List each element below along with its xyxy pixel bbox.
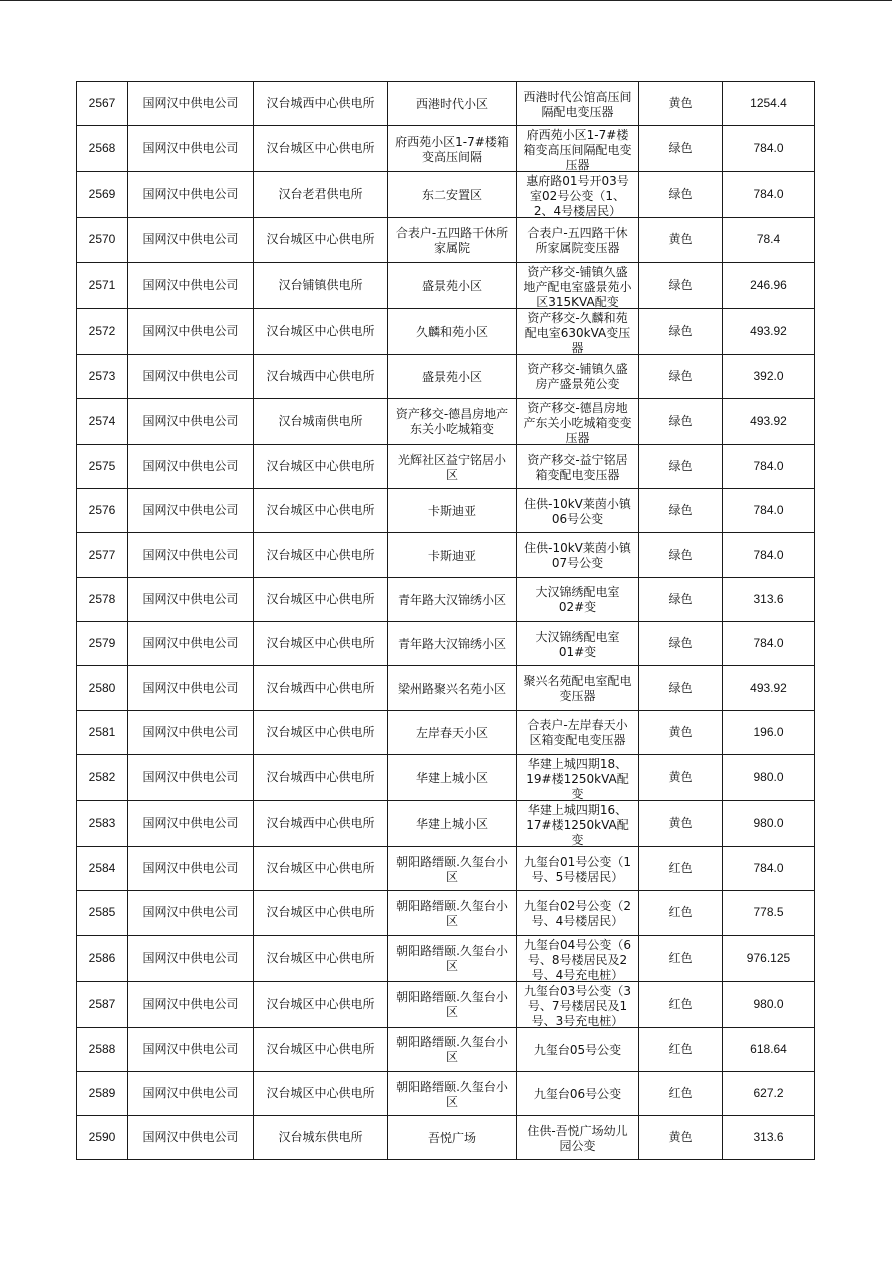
- color-level-cell: 黄色: [639, 710, 723, 754]
- transformer-cell: [517, 398, 639, 444]
- value-cell: 627.2: [723, 1071, 815, 1115]
- community-cell: [388, 800, 517, 846]
- community-text: 府西苑小区1-7#楼箱变高压间隔: [395, 134, 509, 164]
- color-level-cell: 黄色: [639, 800, 723, 846]
- table-row: [77, 577, 815, 621]
- row-number: 2577: [77, 533, 128, 577]
- company-cell: 国网汉中供电公司: [128, 846, 254, 890]
- color-level-cell: 红色: [639, 891, 723, 935]
- community-cell: [388, 754, 517, 800]
- company-cell: 国网汉中供电公司: [128, 1027, 254, 1071]
- community-cell: [388, 489, 517, 533]
- transformer-text: 资产移交-德昌房地产东关小吃城箱变变压器: [523, 400, 632, 444]
- station-cell: 汉台城区中心供电所: [254, 444, 388, 488]
- company-cell: 国网汉中供电公司: [128, 622, 254, 666]
- color-level-cell: 红色: [639, 935, 723, 981]
- station-cell: 汉台城西中心供电所: [254, 82, 388, 126]
- station-cell: 汉台城区中心供电所: [254, 489, 388, 533]
- station-cell: 汉台城西中心供电所: [254, 754, 388, 800]
- transformer-text: 合表户-五四路干休所家属院变压器: [527, 225, 628, 255]
- value-cell: 980.0: [723, 754, 815, 800]
- transformer-cell: [517, 218, 639, 262]
- station-cell: 汉台城西中心供电所: [254, 666, 388, 710]
- company-cell: 国网汉中供电公司: [128, 218, 254, 262]
- transformer-text: 资产移交-久麟和苑配电室630kVA变压器: [524, 310, 631, 354]
- transformer-text: 九玺台04号公变（6号、8号楼居民及2号、4号充电桩）: [524, 937, 631, 981]
- row-number: 2583: [77, 800, 128, 846]
- company-cell: 国网汉中供电公司: [128, 754, 254, 800]
- community-text: 青年路大汉锦绣小区: [397, 637, 506, 652]
- community-text: 吾悦广场: [427, 1131, 476, 1146]
- transformer-cell: [517, 126, 639, 172]
- row-number: 2572: [77, 308, 128, 354]
- value-cell: 784.0: [723, 533, 815, 577]
- community-cell: [388, 398, 517, 444]
- transformer-cell: [517, 354, 639, 398]
- community-cell: [388, 846, 517, 890]
- value-cell: 784.0: [723, 622, 815, 666]
- station-cell: 汉台铺镇供电所: [254, 262, 388, 308]
- station-cell: 汉台城区中心供电所: [254, 1071, 388, 1115]
- color-level-cell: 绿色: [639, 444, 723, 488]
- station-cell: 汉台城区中心供电所: [254, 533, 388, 577]
- community-text: 卡斯迪亚: [427, 548, 476, 563]
- row-number: 2585: [77, 891, 128, 935]
- table-body: [77, 82, 815, 1160]
- row-number: 2576: [77, 489, 128, 533]
- transformer-text: 九玺台02号公变（2号、4号楼居民）: [524, 898, 631, 928]
- transformer-text: 聚兴名苑配电室配电变压器: [523, 674, 632, 704]
- transformer-text: 资产移交-益宁铭居箱变配电变压器: [527, 452, 628, 482]
- row-number: 2568: [77, 126, 128, 172]
- table-row: [77, 489, 815, 533]
- row-number: 2584: [77, 846, 128, 890]
- community-cell: [388, 82, 517, 126]
- color-level-cell: 绿色: [639, 172, 723, 218]
- table-row: [77, 1027, 815, 1071]
- community-text: 华建上城小区: [415, 816, 488, 831]
- transformer-cell: [517, 444, 639, 488]
- community-text: 盛景苑小区: [421, 278, 482, 293]
- station-cell: 汉台城区中心供电所: [254, 622, 388, 666]
- transformer-text: 九玺台05号公变: [533, 1042, 622, 1057]
- color-level-cell: 红色: [639, 981, 723, 1027]
- transformer-text: 九玺台01号公变（1号、5号楼居民）: [524, 854, 631, 884]
- community-cell: [388, 710, 517, 754]
- value-cell: 976.125: [723, 935, 815, 981]
- color-level-cell: 绿色: [639, 622, 723, 666]
- company-cell: 国网汉中供电公司: [128, 354, 254, 398]
- station-cell: 汉台城区中心供电所: [254, 1027, 388, 1071]
- station-cell: 汉台城西中心供电所: [254, 800, 388, 846]
- table-row: [77, 622, 815, 666]
- color-level-cell: 黄色: [639, 754, 723, 800]
- community-text: 久麟和苑小区: [415, 324, 488, 339]
- transformer-text: 华建上城四期18、19#楼1250kVA配变: [526, 756, 629, 800]
- color-level-cell: 黄色: [639, 1116, 723, 1160]
- color-level-cell: 红色: [639, 1071, 723, 1115]
- value-cell: 493.92: [723, 666, 815, 710]
- row-number: 2579: [77, 622, 128, 666]
- table-row: [77, 82, 815, 126]
- row-number: 2578: [77, 577, 128, 621]
- color-level-cell: 绿色: [639, 489, 723, 533]
- community-cell: [388, 1027, 517, 1071]
- station-cell: 汉台城区中心供电所: [254, 935, 388, 981]
- community-cell: [388, 577, 517, 621]
- community-cell: [388, 172, 517, 218]
- station-cell: 汉台城东供电所: [254, 1116, 388, 1160]
- company-cell: 国网汉中供电公司: [128, 800, 254, 846]
- value-cell: 1254.4: [723, 82, 815, 126]
- community-text: 东二安置区: [421, 188, 482, 203]
- color-level-cell: 绿色: [639, 533, 723, 577]
- transformer-cell: [517, 1071, 639, 1115]
- company-cell: 国网汉中供电公司: [128, 577, 254, 621]
- row-number: 2567: [77, 82, 128, 126]
- community-text: 朝阳路缙颐.久玺台小区: [396, 1079, 508, 1109]
- community-text: 卡斯迪亚: [427, 504, 476, 519]
- company-cell: 国网汉中供电公司: [128, 262, 254, 308]
- community-cell: [388, 444, 517, 488]
- station-cell: 汉台城区中心供电所: [254, 891, 388, 935]
- table-row: [77, 398, 815, 444]
- community-cell: [388, 935, 517, 981]
- table-row: [77, 846, 815, 890]
- page-top-rule: [0, 0, 892, 1]
- table-row: [77, 126, 815, 172]
- transformer-cell: [517, 262, 639, 308]
- transformer-text: 九玺台06号公变: [533, 1087, 622, 1101]
- station-cell: 汉台城区中心供电所: [254, 577, 388, 621]
- table-row: [77, 800, 815, 846]
- row-number: 2580: [77, 666, 128, 710]
- company-cell: 国网汉中供电公司: [128, 398, 254, 444]
- row-number: 2581: [77, 710, 128, 754]
- station-cell: 汉台城区中心供电所: [254, 308, 388, 354]
- company-cell: 国网汉中供电公司: [128, 172, 254, 218]
- station-cell: 汉台城西中心供电所: [254, 354, 388, 398]
- transformer-cell: [517, 172, 639, 218]
- color-level-cell: 绿色: [639, 308, 723, 354]
- community-text: 光辉社区益宁铭居小区: [397, 452, 506, 482]
- color-level-cell: 黄色: [639, 82, 723, 126]
- company-cell: 国网汉中供电公司: [128, 666, 254, 710]
- community-text: 华建上城小区: [415, 770, 488, 785]
- table-row: [77, 1071, 815, 1115]
- station-cell: 汉台城南供电所: [254, 398, 388, 444]
- color-level-cell: 绿色: [639, 262, 723, 308]
- community-cell: [388, 308, 517, 354]
- transformer-text: 资产移交-铺镇久盛地产配电室盛景苑小区315KVA配变: [523, 264, 632, 308]
- transformer-text: 合表户-左岸春天小区箱变配电变压器: [527, 718, 628, 748]
- table-row: [77, 172, 815, 218]
- color-level-cell: 红色: [639, 846, 723, 890]
- station-cell: 汉台城区中心供电所: [254, 218, 388, 262]
- community-text: 西港时代小区: [415, 97, 488, 112]
- color-level-cell: 绿色: [639, 126, 723, 172]
- community-cell: [388, 262, 517, 308]
- table-row: [77, 891, 815, 935]
- station-cell: 汉台城区中心供电所: [254, 126, 388, 172]
- transformer-cell: [517, 1116, 639, 1160]
- value-cell: 78.4: [723, 218, 815, 262]
- community-cell: [388, 1071, 517, 1115]
- value-cell: 980.0: [723, 800, 815, 846]
- transformer-table: [76, 81, 815, 1160]
- transformer-text: 惠府路01号开03号室02号公变（1、2、4号楼居民）: [526, 174, 629, 218]
- table-row: [77, 308, 815, 354]
- table-row: [77, 1116, 815, 1160]
- community-cell: [388, 126, 517, 172]
- value-cell: 980.0: [723, 981, 815, 1027]
- table-row: [77, 710, 815, 754]
- station-cell: 汉台城区中心供电所: [254, 846, 388, 890]
- community-cell: [388, 533, 517, 577]
- value-cell: 784.0: [723, 444, 815, 488]
- transformer-cell: [517, 622, 639, 666]
- company-cell: 国网汉中供电公司: [128, 308, 254, 354]
- community-text: 资产移交-德昌房地产东关小吃城箱变: [395, 407, 509, 437]
- row-number: 2587: [77, 981, 128, 1027]
- table-row: [77, 666, 815, 710]
- transformer-text: 华建上城四期16、17#楼1250kVA配变: [526, 802, 629, 846]
- color-level-cell: 绿色: [639, 354, 723, 398]
- station-cell: 汉台城区中心供电所: [254, 710, 388, 754]
- community-text: 朝阳路缙颐.久玺台小区: [396, 898, 508, 928]
- community-cell: [388, 981, 517, 1027]
- company-cell: 国网汉中供电公司: [128, 981, 254, 1027]
- transformer-text: 住供-吾悦广场幼儿园公变: [527, 1123, 628, 1153]
- row-number: 2573: [77, 354, 128, 398]
- value-cell: 784.0: [723, 489, 815, 533]
- company-cell: 国网汉中供电公司: [128, 126, 254, 172]
- transformer-cell: [517, 800, 639, 846]
- value-cell: 493.92: [723, 398, 815, 444]
- community-cell: [388, 622, 517, 666]
- table-row: [77, 354, 815, 398]
- color-level-cell: 黄色: [639, 218, 723, 262]
- community-text: 盛景苑小区: [421, 369, 482, 384]
- community-text: 左岸春天小区: [415, 725, 488, 740]
- company-cell: 国网汉中供电公司: [128, 710, 254, 754]
- company-cell: 国网汉中供电公司: [128, 82, 254, 126]
- transformer-cell: [517, 489, 639, 533]
- value-cell: 246.96: [723, 262, 815, 308]
- table-row: [77, 218, 815, 262]
- row-number: 2588: [77, 1027, 128, 1071]
- color-level-cell: 绿色: [639, 398, 723, 444]
- row-number: 2574: [77, 398, 128, 444]
- transformer-cell: [517, 577, 639, 621]
- community-text: 朝阳路缙颐.久玺台小区: [396, 1035, 508, 1065]
- community-text: 朝阳路缙颐.久玺台小区: [396, 990, 508, 1020]
- company-cell: 国网汉中供电公司: [128, 489, 254, 533]
- community-text: 朝阳路缙颐.久玺台小区: [396, 854, 508, 884]
- transformer-cell: [517, 1027, 639, 1071]
- company-cell: 国网汉中供电公司: [128, 444, 254, 488]
- row-number: 2570: [77, 218, 128, 262]
- color-level-cell: 绿色: [639, 666, 723, 710]
- company-cell: 国网汉中供电公司: [128, 891, 254, 935]
- company-cell: 国网汉中供电公司: [128, 935, 254, 981]
- value-cell: 493.92: [723, 308, 815, 354]
- table-row: [77, 935, 815, 981]
- row-number: 2575: [77, 444, 128, 488]
- transformer-text: 大汉锦绣配电室01#变: [535, 629, 620, 659]
- transformer-cell: [517, 754, 639, 800]
- value-cell: 618.64: [723, 1027, 815, 1071]
- station-cell: 汉台城区中心供电所: [254, 981, 388, 1027]
- value-cell: 392.0: [723, 354, 815, 398]
- transformer-text: 资产移交-铺镇久盛房产盛景苑公变: [527, 362, 628, 392]
- row-number: 2582: [77, 754, 128, 800]
- value-cell: 313.6: [723, 1116, 815, 1160]
- color-level-cell: 绿色: [639, 577, 723, 621]
- value-cell: 778.5: [723, 891, 815, 935]
- community-text: 合表户-五四路干休所家属院: [395, 225, 509, 255]
- value-cell: 784.0: [723, 172, 815, 218]
- transformer-cell: [517, 846, 639, 890]
- table-row: [77, 533, 815, 577]
- company-cell: 国网汉中供电公司: [128, 1071, 254, 1115]
- transformer-cell: [517, 82, 639, 126]
- community-text: 青年路大汉锦绣小区: [397, 592, 506, 607]
- row-number: 2569: [77, 172, 128, 218]
- table-row: [77, 262, 815, 308]
- value-cell: 784.0: [723, 126, 815, 172]
- transformer-cell: [517, 935, 639, 981]
- transformer-text: 九玺台03号公变（3号、7号楼居民及1号、3号充电桩）: [524, 983, 631, 1027]
- community-text: 梁州路聚兴名苑小区: [397, 681, 506, 696]
- transformer-cell: [517, 666, 639, 710]
- community-cell: [388, 354, 517, 398]
- value-cell: 784.0: [723, 846, 815, 890]
- row-number: 2586: [77, 935, 128, 981]
- color-level-cell: 红色: [639, 1027, 723, 1071]
- row-number: 2571: [77, 262, 128, 308]
- table-row: [77, 981, 815, 1027]
- community-cell: [388, 666, 517, 710]
- transformer-cell: [517, 891, 639, 935]
- community-text: 朝阳路缙颐.久玺台小区: [396, 944, 508, 974]
- table-row: [77, 754, 815, 800]
- community-cell: [388, 1116, 517, 1160]
- transformer-text: 住供-10kV莱茵小镇06号公变: [524, 496, 631, 526]
- value-cell: 196.0: [723, 710, 815, 754]
- transformer-text: 西港时代公馆高压间隔配电变压器: [523, 89, 632, 119]
- company-cell: 国网汉中供电公司: [128, 533, 254, 577]
- transformer-text: 住供-10kV莱茵小镇07号公变: [524, 541, 631, 571]
- community-cell: [388, 891, 517, 935]
- row-number: 2589: [77, 1071, 128, 1115]
- community-cell: [388, 218, 517, 262]
- transformer-text: 府西苑小区1-7#楼箱变高压间隔配电变压器: [523, 128, 632, 172]
- row-number: 2590: [77, 1116, 128, 1160]
- transformer-cell: [517, 308, 639, 354]
- value-cell: 313.6: [723, 577, 815, 621]
- transformer-text: 大汉锦绣配电室02#变: [535, 585, 620, 615]
- transformer-cell: [517, 710, 639, 754]
- station-cell: 汉台老君供电所: [254, 172, 388, 218]
- transformer-cell: [517, 981, 639, 1027]
- company-cell: 国网汉中供电公司: [128, 1116, 254, 1160]
- transformer-cell: [517, 533, 639, 577]
- table-row: [77, 444, 815, 488]
